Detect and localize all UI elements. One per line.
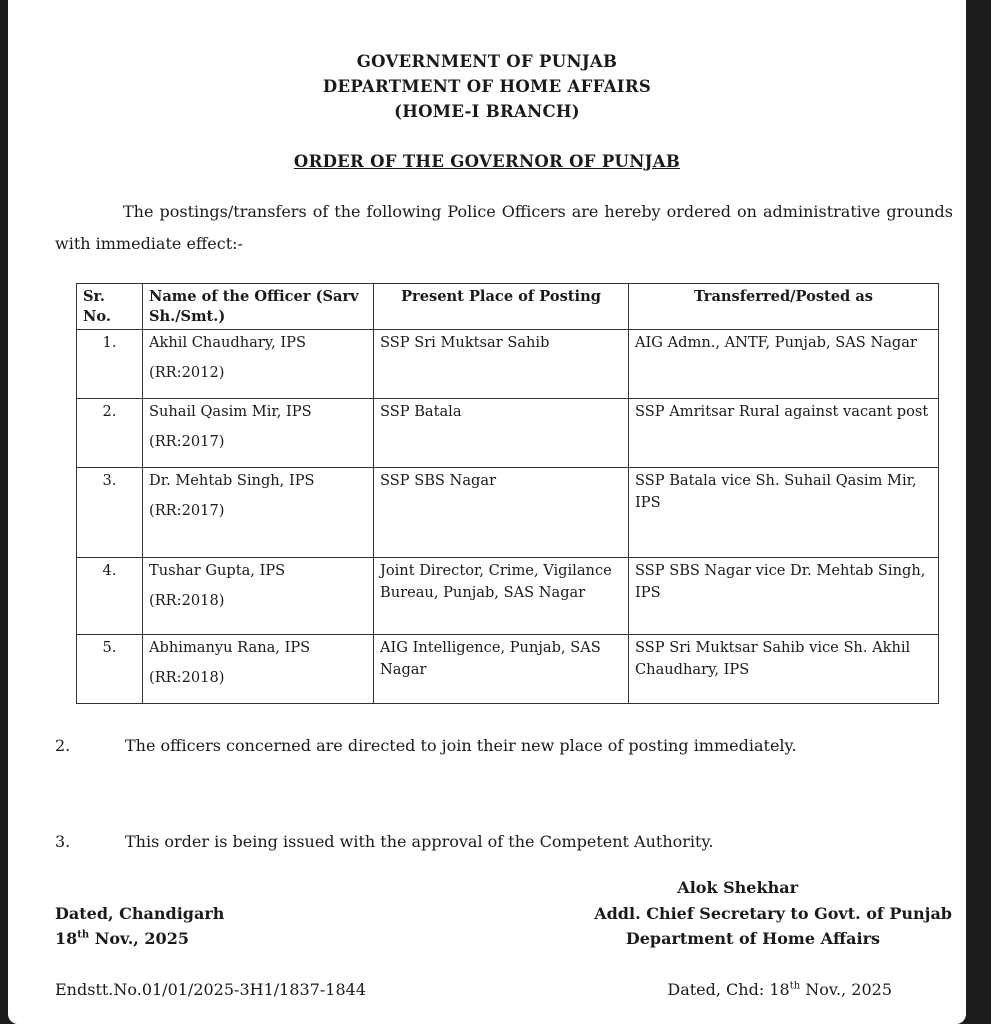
cell-present: Joint Director, Crime, Vigilance Bureau, Punjab, SAS Nagar	[374, 558, 629, 635]
table-row	[77, 468, 939, 558]
officer-batch: (RR:2012)	[149, 364, 225, 381]
cell-sr: 5.	[77, 635, 143, 704]
table-row	[77, 558, 939, 635]
paragraph-2-text: The officers concerned are directed to join their new place of posting immediately.	[125, 736, 797, 755]
intro-paragraph: The postings/transfers of the following Police Officers are hereby ordered on administrative grounds with immediate effect:-	[55, 202, 953, 253]
officer-batch: (RR:2017)	[149, 433, 225, 450]
officer-name: Suhail Qasim Mir, IPS	[149, 403, 312, 420]
endorsement-date	[667, 980, 892, 999]
paragraph-3	[55, 826, 953, 858]
cell-name	[143, 468, 374, 558]
cell-sr: 1.	[77, 330, 143, 399]
cell-name	[143, 558, 374, 635]
cell-present: AIG Intelligence, Punjab, SAS Nagar	[374, 635, 629, 704]
cell-sr: 4.	[77, 558, 143, 635]
document-page	[8, 0, 966, 1024]
header-transferred: Transferred/Posted as	[629, 284, 939, 330]
order-title: ORDER OF THE GOVERNOR OF PUNJAB	[293, 152, 681, 171]
cell-transferred: SSP Batala vice Sh. Suhail Qasim Mir, IPS	[629, 468, 939, 558]
signatory-department: Department of Home Affairs	[625, 929, 880, 948]
officer-name: Abhimanyu Rana, IPS	[149, 639, 311, 656]
postings-table	[76, 283, 938, 704]
officer-name: Tushar Gupta, IPS	[149, 562, 286, 579]
cell-transferred: SSP SBS Nagar vice Dr. Mehtab Singh, IPS	[629, 558, 939, 635]
dated-place: Dated, Chandigarh	[55, 904, 225, 923]
table-header-row	[77, 284, 939, 330]
endorsement-date-suffix: th	[789, 980, 801, 992]
cell-transferred: AIG Admn., ANTF, Punjab, SAS Nagar	[629, 330, 939, 399]
cell-sr: 2.	[77, 399, 143, 468]
officer-batch: (RR:2018)	[149, 669, 225, 686]
cell-present: SSP Batala	[374, 399, 629, 468]
paragraph-2	[55, 730, 953, 762]
cell-present: SSP Sri Muktsar Sahib	[374, 330, 629, 399]
cell-transferred: SSP Sri Muktsar Sahib vice Sh. Akhil Chaudhary, IPS	[629, 635, 939, 704]
table-row	[77, 330, 939, 399]
table-row	[77, 635, 939, 704]
header-branch: (HOME-I BRANCH)	[394, 102, 580, 121]
endorsement-number: Endstt.No.01/01/2025-3H1/1837-1844	[55, 980, 366, 999]
dated-month-year: Nov., 2025	[89, 929, 189, 948]
paragraph-3-number: 3.	[55, 832, 71, 851]
cell-sr: 3.	[77, 468, 143, 558]
dated-date	[55, 929, 189, 948]
cell-present: SSP SBS Nagar	[374, 468, 629, 558]
officer-batch: (RR:2017)	[149, 502, 225, 519]
header-sr: Sr. No.	[77, 284, 143, 330]
header-present: Present Place of Posting	[374, 284, 629, 330]
dated-day-suffix: th	[77, 929, 90, 941]
header-department: DEPARTMENT OF HOME AFFAIRS	[322, 77, 652, 96]
cell-name	[143, 635, 374, 704]
header-name: Name of the Officer (Sarv Sh./Smt.)	[143, 284, 374, 330]
paragraph-3-text: This order is being issued with the approval of the Competent Authority.	[125, 832, 714, 851]
signatory-designation: Addl. Chief Secretary to Govt. of Punjab	[594, 904, 952, 923]
paragraph-2-number: 2.	[55, 736, 71, 755]
officer-name: Dr. Mehtab Singh, IPS	[149, 472, 315, 489]
header-government: GOVERNMENT OF PUNJAB	[356, 52, 618, 71]
cell-name	[143, 330, 374, 399]
officer-batch: (RR:2018)	[149, 592, 225, 609]
cell-name	[143, 399, 374, 468]
endorsement-date-prefix: Dated, Chd: 18	[667, 980, 790, 999]
dated-day: 18	[55, 929, 78, 948]
cell-transferred: SSP Amritsar Rural against vacant post	[629, 399, 939, 468]
endorsement-date-rest: Nov., 2025	[800, 980, 892, 999]
signatory-name: Alok Shekhar	[677, 878, 798, 897]
table-row	[77, 399, 939, 468]
officer-name: Akhil Chaudhary, IPS	[149, 334, 307, 351]
